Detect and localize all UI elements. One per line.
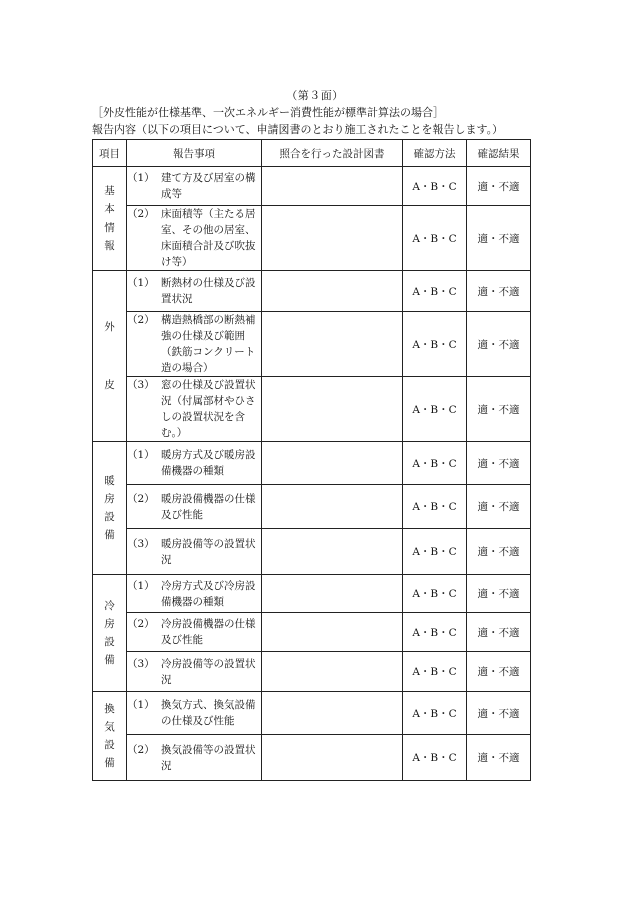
result-cell[interactable]: 適・不適 xyxy=(467,377,531,442)
item-text: 冷房設備等の設置状況 xyxy=(161,657,256,686)
design-drawing-field[interactable] xyxy=(262,167,403,206)
design-drawing-field[interactable] xyxy=(262,442,403,485)
design-drawing-field[interactable] xyxy=(262,312,403,377)
design-drawing-field[interactable] xyxy=(262,692,403,735)
category-char: 備 xyxy=(104,757,115,770)
table-row xyxy=(93,529,531,575)
category-char: 備 xyxy=(104,654,115,667)
design-drawing-field[interactable] xyxy=(262,485,403,529)
design-drawing-field[interactable] xyxy=(262,575,403,613)
method-cell[interactable]: A・B・C xyxy=(403,206,467,271)
category-char: 設 xyxy=(104,739,115,751)
item-text: 窓の仕様及び設置状況（付属部材やひさしの設置状況を含む。） xyxy=(161,379,256,439)
result-cell[interactable]: 適・不適 xyxy=(467,206,531,271)
item-number: （2） xyxy=(127,492,155,505)
item-text: 冷房方式及び冷房設備機器の種類 xyxy=(161,579,256,608)
item-number: （2） xyxy=(127,314,155,326)
result-cell[interactable]: 適・不適 xyxy=(467,312,531,377)
category-char: 外 xyxy=(104,320,115,333)
table-row xyxy=(93,735,531,781)
item-number: （3） xyxy=(127,379,155,391)
item-number: （2） xyxy=(127,208,155,220)
item-number: （1） xyxy=(127,449,155,461)
category-char: 備 xyxy=(104,529,115,542)
result-cell[interactable]: 適・不適 xyxy=(467,167,531,206)
item-number: （1） xyxy=(127,579,155,592)
item-number: （1） xyxy=(127,172,155,184)
item-text: 暖房設備機器の仕様及び性能 xyxy=(161,492,256,521)
item-text: 床面積等（主たる居室、その他の居室、床面積合計及び吹抜け等） xyxy=(161,208,256,268)
header-method: 確認方法 xyxy=(403,140,467,167)
report-item xyxy=(127,312,262,377)
result-cell[interactable]: 適・不適 xyxy=(467,271,531,312)
item-text: 暖房設備等の設置状況 xyxy=(161,537,256,566)
design-drawing-field[interactable] xyxy=(262,529,403,575)
method-cell[interactable]: A・B・C xyxy=(403,167,467,206)
design-drawing-field[interactable] xyxy=(262,377,403,442)
category-char: 房 xyxy=(104,617,115,630)
method-cell[interactable]: A・B・C xyxy=(403,377,467,442)
result-cell[interactable]: 適・不適 xyxy=(467,442,531,485)
report-item xyxy=(127,652,262,692)
category-char: 気 xyxy=(104,720,115,733)
category-cooling xyxy=(93,575,127,692)
method-cell[interactable]: A・B・C xyxy=(403,692,467,735)
category-char: 暖 xyxy=(104,474,115,487)
header-drawing: 照合を行った設計図書 xyxy=(262,140,403,167)
table-header-row xyxy=(93,140,531,167)
result-cell[interactable]: 適・不適 xyxy=(467,529,531,575)
method-cell[interactable]: A・B・C xyxy=(403,485,467,529)
report-item xyxy=(127,271,262,312)
table-row xyxy=(93,206,531,271)
method-cell[interactable]: A・B・C xyxy=(403,652,467,692)
item-text: 冷房設備機器の仕様及び性能 xyxy=(161,618,256,646)
category-ventilation xyxy=(93,692,127,781)
table-row xyxy=(93,167,531,206)
report-item xyxy=(127,485,262,529)
table-row xyxy=(93,575,531,613)
category-envelope xyxy=(93,271,127,442)
design-drawing-field[interactable] xyxy=(262,652,403,692)
method-cell[interactable]: A・B・C xyxy=(403,312,467,377)
table-row xyxy=(93,312,531,377)
result-cell[interactable]: 適・不適 xyxy=(467,613,531,652)
result-cell[interactable]: 適・不適 xyxy=(467,735,531,781)
category-char: 本 xyxy=(104,203,115,216)
table-row xyxy=(93,613,531,652)
category-char: 設 xyxy=(104,511,115,523)
category-char: 房 xyxy=(104,492,115,505)
report-item xyxy=(127,206,262,271)
report-item xyxy=(127,692,262,735)
item-number: （3） xyxy=(127,537,155,550)
category-char: 基 xyxy=(104,185,115,198)
report-item xyxy=(127,735,262,781)
category-char: 換 xyxy=(104,702,115,715)
result-cell[interactable]: 適・不適 xyxy=(467,485,531,529)
item-number: （2） xyxy=(127,618,155,630)
table-row xyxy=(93,442,531,485)
page-number: （第３面） xyxy=(286,89,344,102)
item-number: （1） xyxy=(127,699,155,711)
method-cell[interactable]: A・B・C xyxy=(403,529,467,575)
report-item xyxy=(127,442,262,485)
table-row xyxy=(93,485,531,529)
method-cell[interactable]: A・B・C xyxy=(403,575,467,613)
report-item xyxy=(127,613,262,652)
design-drawing-field[interactable] xyxy=(262,206,403,271)
item-number: （3） xyxy=(127,657,155,670)
design-drawing-field[interactable] xyxy=(262,613,403,652)
header-item: 報告事項 xyxy=(127,140,262,167)
category-basic-info xyxy=(93,167,127,271)
item-text: 換気方式、換気設備の仕様及び性能 xyxy=(161,699,256,727)
report-item xyxy=(127,575,262,613)
category-char: 設 xyxy=(104,636,115,648)
category-char: 情 xyxy=(104,221,115,234)
header-category: 項目 xyxy=(93,140,127,167)
item-text: 建て方及び居室の構成等 xyxy=(161,172,256,200)
result-cell[interactable]: 適・不適 xyxy=(467,575,531,613)
category-heating xyxy=(93,442,127,575)
category-char: 皮 xyxy=(104,379,115,391)
design-drawing-field[interactable] xyxy=(262,735,403,781)
method-cell[interactable]: A・B・C xyxy=(403,442,467,485)
scope-heading: ［外皮性能が仕様基準、一次エネルギー消費性能が標準計算法の場合］ xyxy=(92,106,444,119)
item-text: 暖房方式及び暖房設備機器の種類 xyxy=(161,449,256,477)
method-cell[interactable]: A・B・C xyxy=(403,735,467,781)
item-number: （1） xyxy=(127,277,155,289)
header-result: 確認結果 xyxy=(467,140,531,167)
item-text: 構造熱橋部の断熱補強の仕様及び範囲（鉄筋コンクリート造の場合） xyxy=(161,314,256,374)
report-item xyxy=(127,529,262,575)
report-table xyxy=(92,139,531,781)
item-text: 断熱材の仕様及び設置状況 xyxy=(161,277,256,305)
category-char: 報 xyxy=(104,239,115,252)
result-cell[interactable]: 適・不適 xyxy=(467,652,531,692)
report-heading: 報告内容（以下の項目について、申請図書のとおり施工されたことを報告します。） xyxy=(92,123,504,136)
report-item xyxy=(127,167,262,206)
design-drawing-field[interactable] xyxy=(262,271,403,312)
table-row xyxy=(93,692,531,735)
method-cell[interactable]: A・B・C xyxy=(403,271,467,312)
item-text: 換気設備等の設置状況 xyxy=(161,743,256,772)
item-number: （2） xyxy=(127,743,155,756)
table-row xyxy=(93,377,531,442)
category-char: 冷 xyxy=(104,599,115,612)
report-item xyxy=(127,377,262,442)
table-row xyxy=(93,271,531,312)
method-cell[interactable]: A・B・C xyxy=(403,613,467,652)
table-row xyxy=(93,652,531,692)
result-cell[interactable]: 適・不適 xyxy=(467,692,531,735)
